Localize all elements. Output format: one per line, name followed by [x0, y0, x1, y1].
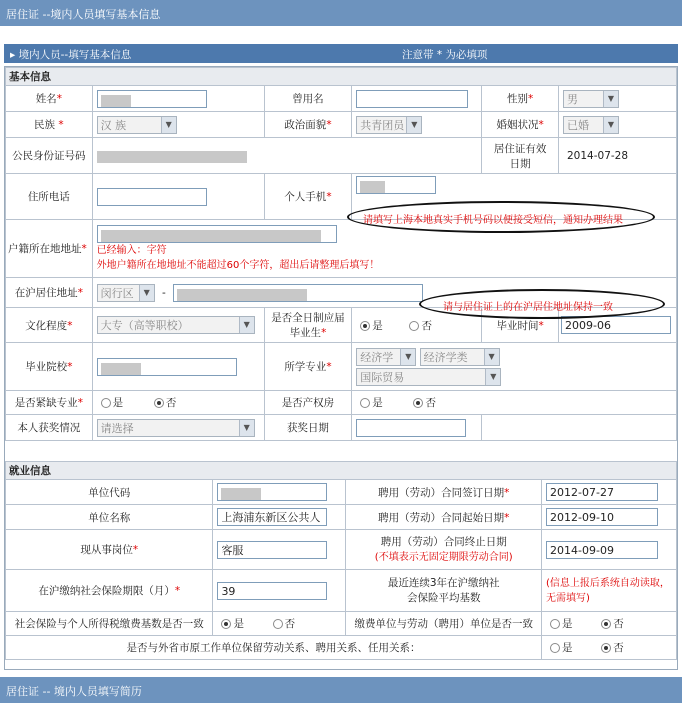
position-label: 现从事岗位*	[6, 530, 213, 570]
section-bar	[4, 44, 678, 63]
chevron-down-icon: ▼	[239, 420, 254, 436]
gender-select[interactable]: 男 ▼	[563, 90, 619, 108]
unit-code-label: 单位代码	[6, 480, 213, 505]
unit-match-no-radio[interactable]	[601, 619, 611, 629]
avg-base-label: 最近连续3年在沪缴纳社会保险平均基数	[346, 570, 542, 612]
chevron-down-icon: ▼	[400, 349, 415, 365]
hukou-label: 户籍所在地地址*	[6, 220, 93, 278]
major-label: 所学专业*	[264, 343, 352, 391]
award-label: 本人获奖情况	[6, 415, 93, 441]
tax-no-radio[interactable]	[273, 619, 283, 629]
mobile-input[interactable]	[356, 176, 436, 194]
shortage-no-radio[interactable]	[154, 398, 164, 408]
major-select[interactable]: 国际贸易 ▼	[356, 368, 501, 386]
contract-start-label: 聘用（劳动）合同起始日期*	[346, 505, 542, 530]
ethnicity-select[interactable]: 汉 族 ▼	[97, 116, 177, 134]
tax-label: 社会保险与个人所得税缴费基数是否一致	[6, 612, 213, 636]
hukou-hint-limit: 外地户籍所在地地址不能超过60个字符，超出后请整理后填写！	[96, 259, 380, 271]
major-class-select[interactable]: 经济学类 ▼	[420, 348, 500, 366]
award-date-label: 获奖日期	[264, 415, 352, 441]
position-input[interactable]: 客服	[217, 541, 327, 559]
ethnicity-label: 民族 *	[6, 112, 93, 138]
basic-info-header: 基本信息	[6, 68, 677, 86]
sh-addr-input[interactable]	[173, 284, 423, 302]
unit-match-options: 是 否	[542, 612, 677, 636]
fulltime-yes-radio[interactable]	[360, 321, 370, 331]
avg-base-note: (信息上报后系统自动读取，无需填写)	[546, 577, 670, 604]
mobile-annotation: 请填写上海本地真实手机号码以便接受短信，通知办理结果	[347, 201, 655, 233]
marital-select[interactable]: 已婚 ▼	[563, 116, 619, 134]
employment-table	[5, 461, 677, 660]
tax-yes-radio[interactable]	[221, 619, 231, 629]
property-options: 是 否	[352, 391, 677, 415]
arrow-right-icon: ▸	[10, 49, 16, 61]
hukou-input[interactable]	[97, 225, 337, 243]
award-date-input[interactable]	[356, 419, 466, 437]
employment-header: 就业信息	[6, 462, 677, 480]
school-input[interactable]	[97, 358, 237, 376]
unit-name-input[interactable]: 上海浦东新区公共人	[217, 508, 327, 526]
political-label: 政治面貌*	[264, 112, 352, 138]
id-label: 公民身份证号码	[6, 138, 93, 174]
education-select[interactable]: 大专（高等职校） ▼	[97, 316, 255, 334]
name-label: 姓名*	[6, 86, 93, 112]
page-header	[0, 0, 682, 26]
chevron-down-icon: ▼	[603, 91, 618, 107]
shortage-label: 是否紧缺专业*	[6, 391, 93, 415]
sh-addr-label: 在沪居住地址*	[6, 278, 93, 308]
tax-options: 是 否	[213, 612, 346, 636]
contract-end-label: 聘用（劳动）合同终止日期 (不填表示无固定期限劳动合同)	[346, 530, 542, 570]
chevron-down-icon: ▼	[406, 117, 421, 133]
page-title: 居住证 --境内人员填写基本信息	[6, 8, 161, 21]
retain-options: 是 否	[542, 636, 677, 660]
former-name-input[interactable]	[356, 90, 468, 108]
section-title: 境内人员--填写基本信息	[18, 49, 132, 61]
chevron-down-icon: ▼	[603, 117, 618, 133]
permit-value: 2014-07-28	[559, 138, 677, 174]
gender-label: 性别*	[482, 86, 559, 112]
unit-match-yes-radio[interactable]	[550, 619, 560, 629]
contract-sign-input[interactable]: 2012-07-27	[546, 483, 658, 501]
chevron-down-icon: ▼	[161, 117, 176, 133]
shortage-yes-radio[interactable]	[101, 398, 111, 408]
chevron-down-icon: ▼	[139, 285, 154, 301]
chevron-down-icon: ▼	[484, 349, 499, 365]
property-no-radio[interactable]	[413, 398, 423, 408]
address-annotation: 请与居住证上的在沪居住地址保持一致	[419, 289, 665, 319]
unit-code-input[interactable]	[217, 483, 327, 501]
mobile-label: 个人手机*	[264, 174, 352, 220]
id-value	[97, 151, 247, 163]
basic-info-table: 基本信息 姓名* 曾用名 性别* 男 ▼ 民族 * 汉 族 ▼ 政治面貌* 共青团员 ▼ 婚姻状况* 已婚 ▼ 公民身份证号码 居住证有效日期 2014-07-28 住所电话 个人手机* 户籍所在地地址* 已经输入：字符 外地户籍所在地地址不能超过60个字符，超出后请整理后填写！ 在沪居住地址* 闵行区 ▼ - 文化程度* 大专（高等职校） ▼ 是否全日制应届毕业生* 是 否 毕业时间* 2009-06 毕业院校* 所学专业* 经济学 ▼ 经济学类 ▼ 国际贸易 ▼ 是否紧缺专业* 是 否 是否产权房 是 否 本人获奖情况 请选择 ▼ 获奖日期	[5, 67, 677, 441]
grad-time-input[interactable]: 2009-06	[561, 316, 671, 334]
education-label: 文化程度*	[6, 308, 93, 343]
district-select[interactable]: 闵行区 ▼	[97, 284, 155, 302]
name-input[interactable]	[97, 90, 207, 108]
shortage-options: 是 否	[92, 391, 264, 415]
former-name-label: 曾用名	[264, 86, 352, 112]
unit-name-label: 单位名称	[6, 505, 213, 530]
marital-label: 婚姻状况*	[482, 112, 559, 138]
footer-title: 居住证 -- 境内人员填写简历	[6, 685, 142, 698]
phone-input[interactable]	[97, 188, 207, 206]
political-select[interactable]: 共青团员 ▼	[356, 116, 422, 134]
unit-match-label: 缴费单位与劳动（聘用）单位是否一致	[346, 612, 542, 636]
contract-start-input[interactable]: 2012-09-10	[546, 508, 658, 526]
permit-label: 居住证有效日期	[482, 138, 559, 174]
school-label: 毕业院校*	[6, 343, 93, 391]
chevron-down-icon: ▼	[239, 317, 254, 333]
footer-bar	[0, 677, 682, 703]
contract-sign-label: 聘用（劳动）合同签订日期*	[346, 480, 542, 505]
insurance-label: 在沪缴纳社会保险期限（月）*	[6, 570, 213, 612]
property-label: 是否产权房	[264, 391, 352, 415]
award-select[interactable]: 请选择 ▼	[97, 419, 255, 437]
fulltime-options: 是 否	[352, 308, 482, 343]
fulltime-no-radio[interactable]	[409, 321, 419, 331]
hukou-hint-count: 已经输入：字符	[96, 244, 167, 256]
contract-end-input[interactable]: 2014-09-09	[546, 541, 658, 559]
retain-yes-radio[interactable]	[550, 643, 560, 653]
contract-end-hint: (不填表示无固定期限劳动合同)	[374, 551, 513, 563]
property-yes-radio[interactable]	[360, 398, 370, 408]
grad-time-label: 毕业时间*	[482, 308, 559, 343]
chevron-down-icon: ▼	[485, 369, 500, 385]
retain-label: 是否与外省市原工作单位保留劳动关系、聘用关系、任用关系：	[6, 636, 542, 660]
insurance-input[interactable]: 39	[217, 582, 327, 600]
fulltime-label: 是否全日制应届毕业生*	[264, 308, 352, 343]
major-category-select[interactable]: 经济学 ▼	[356, 348, 416, 366]
retain-no-radio[interactable]	[601, 643, 611, 653]
phone-label: 住所电话	[6, 174, 93, 220]
required-note: 注意带 * 为必填项	[402, 49, 488, 61]
